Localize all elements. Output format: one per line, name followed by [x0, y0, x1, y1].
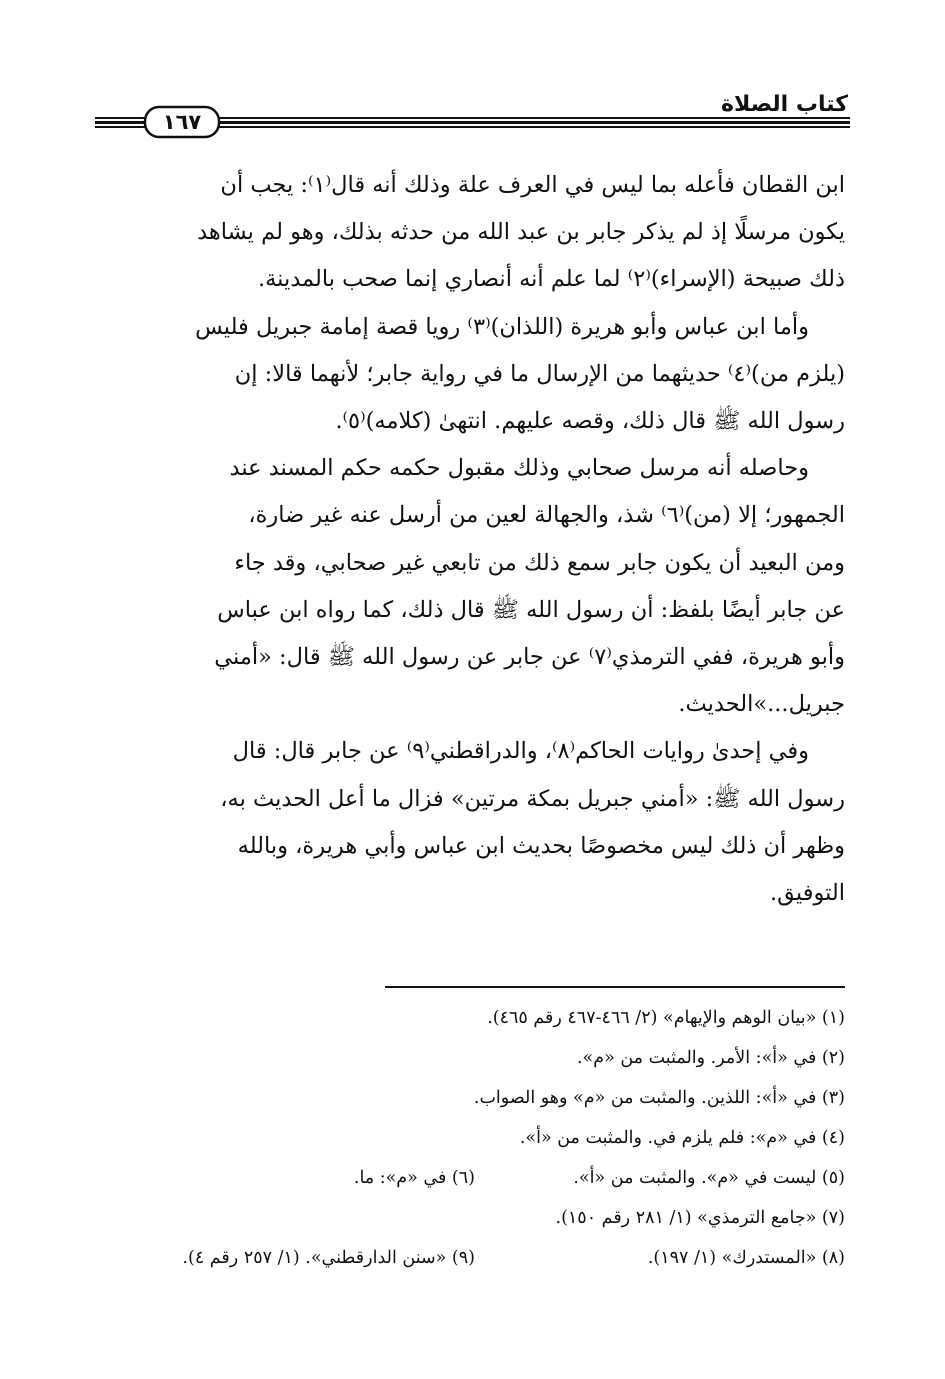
footnote: (٣) في «أ»: اللذين. والمثبت من «م» وهو الصواب.: [473, 1088, 845, 1108]
paragraph: [100, 728, 845, 917]
footnote: (٧) «جامع الترمذي» (١/ ٢٨١ رقم ١٥٠).: [555, 1208, 845, 1228]
text-line: وفي إحدىٰ روايات الحاكم⁽٨⁾، والدراقطني⁽٩⁾ عن جابر قال: قال: [232, 738, 809, 765]
footnote: (٥) ليست في «م». والمثبت من «أ».: [573, 1168, 845, 1188]
main-text: [100, 162, 845, 917]
footnote: (٨) «المستدرك» (١/ ١٩٧).: [647, 1248, 845, 1268]
footnote: (٦) في «م»: ما.: [353, 1168, 475, 1188]
paragraph: [100, 304, 845, 446]
footnote: (١) «بيان الوهم والإيهام» (٢/ ٤٦٦-٤٦٧ رقم ٤٦٥).: [487, 1008, 845, 1028]
text-line: وظهر أن ذلك ليس مخصوصًا بحديث ابن عباس وأبي هريرة، وبالله: [237, 832, 845, 859]
footnote: (٩) «سنن الدارقطني». (١/ ٢٥٧ رقم ٤).: [182, 1248, 475, 1268]
footnote-row: [100, 1158, 845, 1198]
paragraph: [100, 445, 845, 728]
text-line: رسول الله ﷺ قال ذلك، وقصه عليهم. انتهىٰ (كلامه)⁽٥⁾.: [335, 408, 845, 435]
paragraph: [100, 162, 845, 304]
text-line: التوفيق.: [770, 880, 845, 907]
text-line: جبريل...»الحديث.: [678, 691, 845, 718]
book-title: كتاب الصلاة: [721, 92, 848, 117]
footnotes: [100, 998, 845, 1278]
text-line: وأبو هريرة، ففي الترمذي⁽٧⁾ عن جابر عن رسول الله ﷺ قال: «أمني: [214, 644, 845, 671]
footnote-row: [100, 1238, 845, 1278]
footnote-separator: [385, 986, 845, 988]
footnote: (٢) في «أ»: الأمر. والمثبت من «م».: [576, 1048, 845, 1068]
text-line: ابن القطان فأعله بما ليس في العرف علة وذلك أنه قال⁽١⁾: يجب أن: [220, 172, 845, 198]
text-line: ذلك صبيحة (الإسراء)⁽٢⁾ لما علم أنه أنصاري إنما صحب بالمدينة.: [257, 266, 845, 293]
text-line: (يلزم من)⁽٤⁾ حديثهما من الإرسال ما في رواية جابر؛ لأنهما قالا: إن: [234, 360, 845, 387]
page-number: ١٦٧: [162, 110, 202, 134]
text-line: عن جابر أيضًا بلفظ: أن رسول الله ﷺ قال ذلك، كما رواه ابن عباس: [217, 596, 845, 623]
text-line: ومن البعيد أن يكون جابر سمع ذلك من تابعي غير صحابي، وقد جاء: [234, 549, 845, 576]
text-line: وحاصله أنه مرسل صحابي وذلك مقبول حكمه حكم المسند عند: [229, 455, 809, 482]
text-line: رسول الله ﷺ: «أمني جبريل بمكة مرتين» فزال ما أعل الحديث به،: [220, 785, 845, 812]
text-line: يكون مرسلًا إذ لم يذكر جابر بن عبد الله من حدثه بذلك، وهو لم يشاهد: [197, 219, 845, 246]
text-line: وأما ابن عباس وأبو هريرة (اللذان)⁽٣⁾ رويا قصة إمامة جبريل فليس: [195, 313, 809, 340]
page-header: [95, 80, 850, 140]
text-line: الجمهور؛ إلا (من)⁽٦⁾ شذ، والجهالة لعين من أرسل عنه غير ضارة،: [248, 502, 845, 529]
footnote: (٤) في «م»: فلم يلزم في. والمثبت من «أ».: [519, 1128, 845, 1148]
